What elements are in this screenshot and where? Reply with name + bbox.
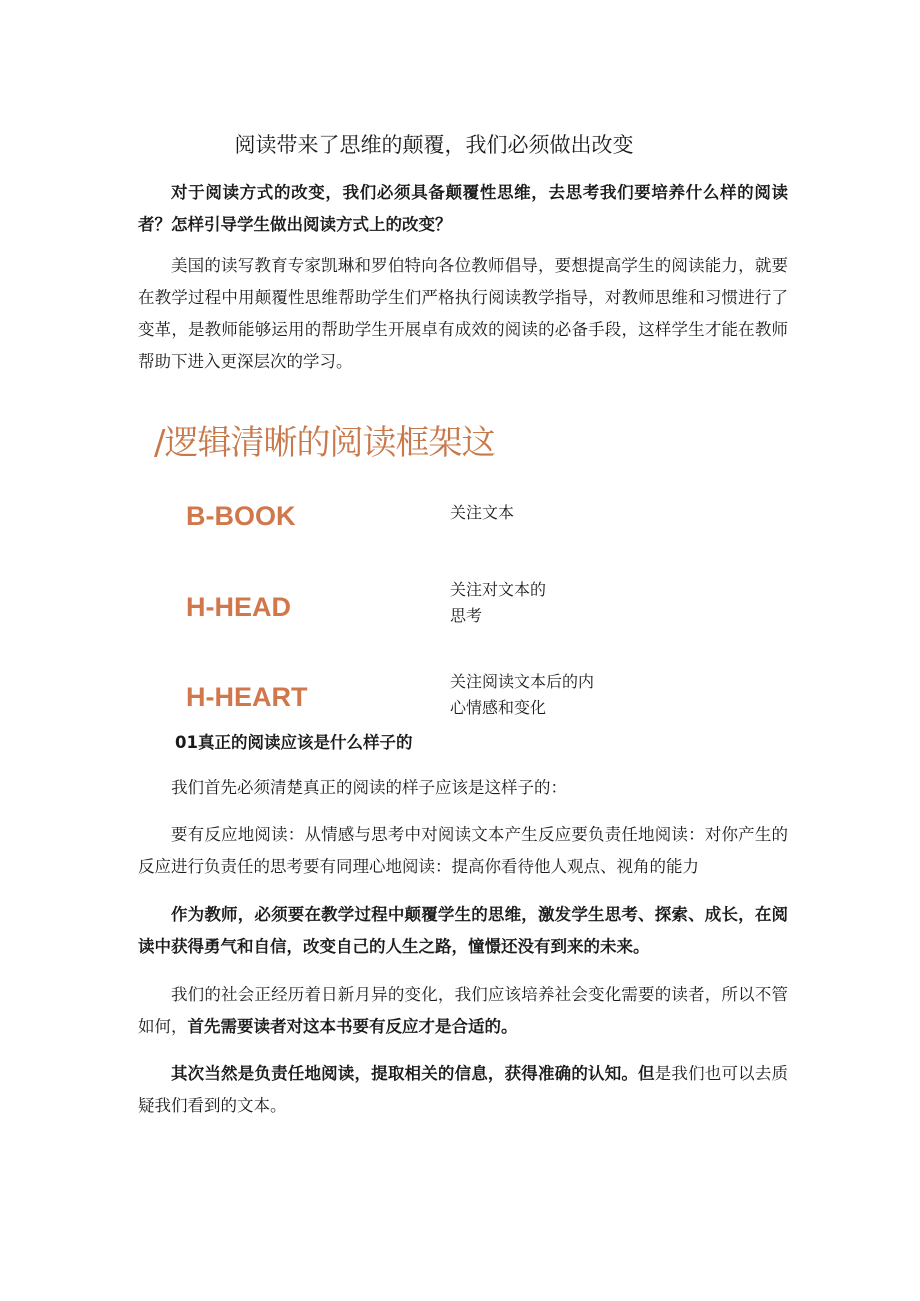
sub-heading: 01真正的阅读应该是什么样子的	[175, 733, 413, 752]
society-paragraph	[138, 979, 788, 1043]
teacher-paragraph: 作为教师，必须要在教学过程中颠覆学生的思维，激发学生思考、探索、成长，在阅读中获得勇气和自信，改变自己的人生之路，憧憬还没有到来的未来。	[138, 905, 788, 956]
second-text: 是我们也可以去质疑我们看到的文本。	[138, 1064, 789, 1115]
intro-body-paragraph: 美国的读写教育专家凯琳和罗伯特向各位教师倡导，要想提高学生的阅读能力，就要在教学过程中用颠覆性思维帮助学生们严格执行阅读教学指导，对教师思维和习惯进行了变革，是教师能够运用的帮助学生开展卓有成效的阅读的必备手段，这样学生才能在教师帮助下进入更深层次的学习。	[138, 256, 788, 371]
second-emphasis: 其次当然是负责任地阅读，提取相关的信息，获得准确的认知。但	[171, 1064, 655, 1083]
framework-code-book: B-BOOK	[186, 501, 296, 531]
intro-bold-paragraph: 对于阅读方式的改变，我们必须具备颠覆性思维，去思考我们要培养什么样的阅读者？怎样引导学生做出阅读方式上的改变？	[138, 183, 788, 234]
reactions-paragraph: 要有反应地阅读：从情感与思考中对阅读文本产生反应要负责任地阅读：对你产生的反应进行负责任的思考要有同理心地阅读：提高你看待他人观点、视角的能力	[138, 825, 788, 876]
lead-paragraph: 我们首先必须清楚真正的阅读的样子应该是这样子的：	[171, 778, 567, 797]
document-title: 阅读带来了思维的颠覆，我们必须做出改变	[234, 133, 634, 157]
section-heading: /逻辑清晰的阅读框架这	[154, 423, 495, 463]
framework-code-heart: H-HEART	[186, 682, 308, 712]
framework-desc-head: 关注对文本的思考	[450, 580, 547, 625]
framework-desc-heart: 关注阅读文本后的内心情感和变化	[450, 672, 595, 717]
society-emphasis: 首先需要读者对这本书要有反应才是合适的。	[187, 1017, 518, 1036]
framework-desc-book: 关注文本	[450, 503, 515, 522]
framework-code-head: H-HEAD	[186, 592, 291, 622]
society-text: 我们的社会正经历着日新月异的变化，我们应该培养社会变化需要的读者，所以不管如何，	[138, 985, 788, 1036]
second-paragraph	[138, 1058, 788, 1122]
